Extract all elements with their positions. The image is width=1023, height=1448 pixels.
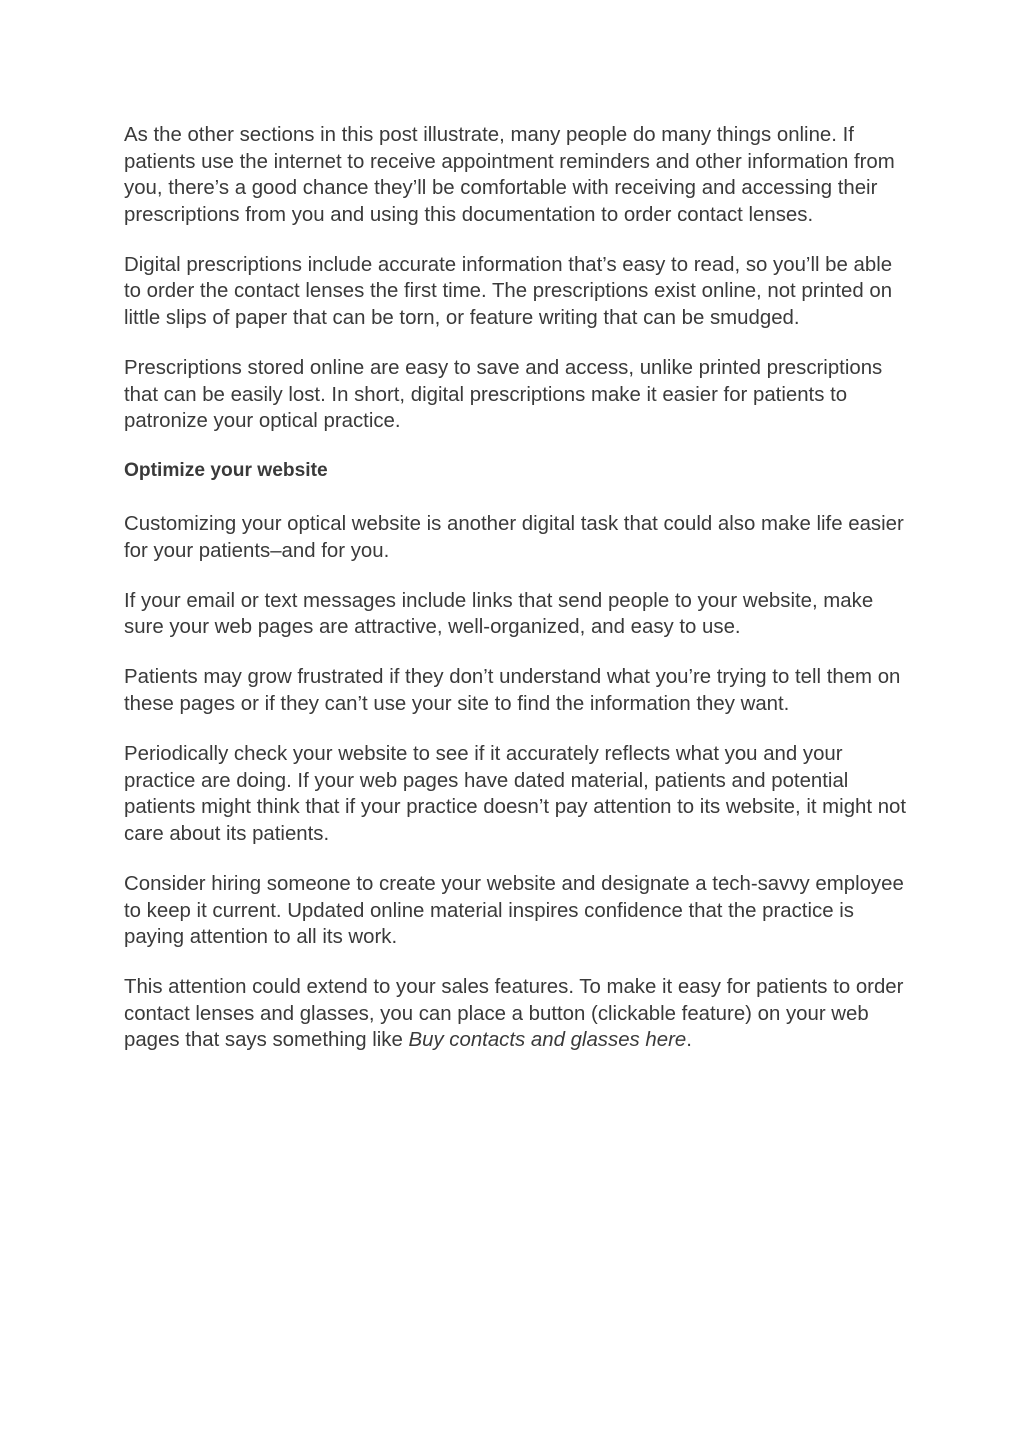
paragraph-sales-features (124, 974, 914, 1054)
paragraph-hiring: Consider hiring someone to create your website and designate a tech-savvy employee to keep it current. Updated online material inspires confidence that the practice is paying attention to all its work. (124, 872, 904, 949)
paragraph-customizing: Customizing your optical website is another digital task that could also make life easier for your patients–and for you. (124, 513, 904, 562)
paragraph-email-links: If your email or text messages include links that send people to your website, make sure your web pages are attractive, well-organized, and easy to use. (124, 589, 874, 639)
paragraph-check-website: Periodically check your website to see if it accurately reflects what you and your practice are doing. If your web pages have dated material, patients and potential patients might think that if your practice doesn’t pay attention to its website, it might not care about its patients. (124, 743, 907, 845)
paragraph-online-use: As the other sections in this post illustrate, many people do many things online. If patients use the internet to receive appointment reminders and other information from you, there’s a good chance they’ll be comfortable with receiving and accessing their prescriptions from you and using this documentation to order contact lenses. (124, 124, 895, 226)
button-label-example: Buy contacts and glasses here (408, 1029, 687, 1052)
section-heading: Optimize your website (124, 460, 328, 482)
document-page (124, 122, 914, 1078)
sales-text: This attention could extend to your sales features. To make it easy for patients to order contact lenses and glasses, you can place a button (clickable feature) on your web pages that says something like (124, 976, 904, 1052)
paragraph-digital-prescriptions: Digital prescriptions include accurate information that’s easy to read, so you’ll be able to order the contact lenses the first time. The prescriptions exist online, not printed on little slips of paper that can be torn, or feature writing that can be smudged. (124, 253, 893, 330)
paragraph-frustration: Patients may grow frustrated if they don’t understand what you’re trying to tell them on these pages or if they can’t use your site to find the information they want. (124, 666, 901, 715)
sales-text-end: . (686, 1029, 692, 1052)
paragraph-stored-online: Prescriptions stored online are easy to save and access, unlike printed prescriptions that can be easily lost. In short, digital prescriptions make it easier for patients to patronize your optical practice. (124, 357, 883, 433)
